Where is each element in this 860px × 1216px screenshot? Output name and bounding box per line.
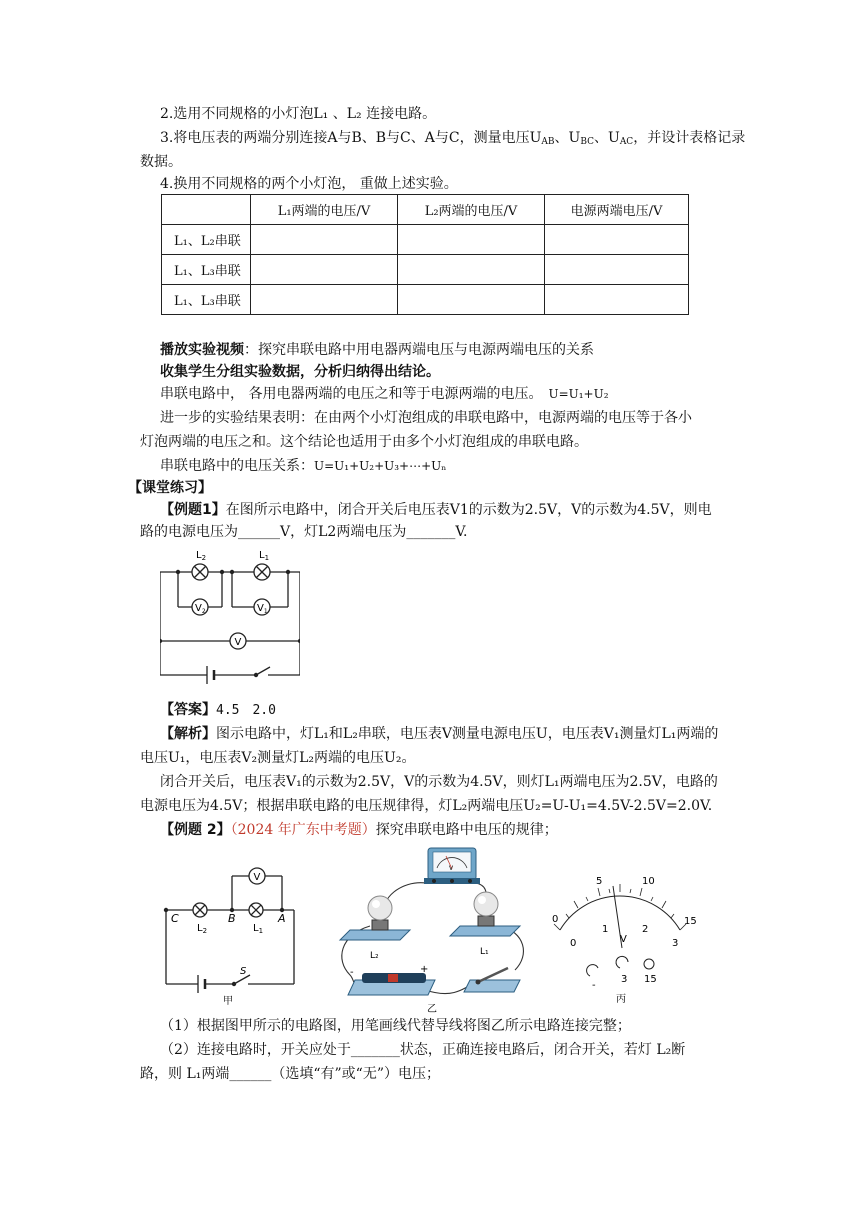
ex2-q2-line1: （2）连接电路时，开关应处于_______状态，正确连接电路后，闭合开关，若灯 L₂断 <box>160 1042 686 1058</box>
battery-box-icon <box>348 973 435 995</box>
table-cell <box>251 255 398 285</box>
label-l2: $L_2$ <box>197 923 208 935</box>
table-row <box>162 225 689 255</box>
tick-0: 0 <box>570 938 577 949</box>
label-l1: $L_1$ <box>253 923 264 935</box>
table-cell <box>545 285 689 315</box>
ex2-q2-line2: 路，则 L₁两端______（选填“有”或“无”）电压； <box>140 1066 440 1082</box>
lamp-l2-icon <box>192 564 208 580</box>
ex1-circuit-diagram <box>160 545 300 685</box>
tick-zero-top: 0 <box>552 914 559 925</box>
table-header-row <box>162 195 689 225</box>
label-l1: $L_1$ <box>259 550 270 562</box>
tick-5: 5 <box>596 876 603 887</box>
label-b: B <box>228 912 236 925</box>
table-cell <box>398 285 545 315</box>
caption-jia: 甲 <box>223 996 233 1007</box>
lamp-l2-icon <box>193 903 207 917</box>
table-cell <box>545 255 689 285</box>
table-cell <box>251 285 398 315</box>
relation-line: 串联电路中的电压关系：U=U₁+U₂+U₃+⋯+Uₙ <box>160 458 447 474</box>
bulb-l1-icon <box>450 892 520 936</box>
conclusion-line: 串联电路中， 各用电器两端的电压之和等于电源两端的电压。 U=U₁+U₂ <box>160 386 609 402</box>
table-cell <box>398 225 545 255</box>
label-l2: L₂ <box>370 951 379 961</box>
dial-scale <box>554 884 686 930</box>
table-cell <box>398 255 545 285</box>
terminal-15: 15 <box>644 974 657 985</box>
tick-3: 3 <box>672 938 679 949</box>
table-row <box>162 255 689 285</box>
step-3: 3.将电压表的两端分别连接A与B、B与C、A与C，测量电压$U_{AB}$、$U_{BC}$、$U_{AC}$，并设计表格记录 <box>160 130 746 147</box>
practice-heading: 【课堂练习】 <box>128 480 212 496</box>
step-2: 2.选用不同规格的小灯泡L₁ 、L₂ 连接电路。 <box>160 106 437 122</box>
table-header-cell: L₂两端的电压/V <box>398 195 545 225</box>
step-3-cont: 数据。 <box>140 154 182 170</box>
video-line: 播放实验视频：探究串联电路中用电器两端电压与电源两端电压的关系 <box>160 342 594 358</box>
further-line-2: 灯泡两端的电压之和。这个结论也适用于由多个小灯泡组成的串联电路。 <box>140 434 588 450</box>
step-4: 4.换用不同规格的两个小灯泡， 重做上述实验。 <box>160 176 458 192</box>
ex2-voltmeter-dial-bing <box>548 852 698 1007</box>
caption-bing: 丙 <box>616 994 626 1005</box>
table-cell <box>545 225 689 255</box>
label-l1: L₁ <box>480 947 489 957</box>
label-l2: $L_2$ <box>196 550 207 562</box>
ex1-analysis-1: 【解析】图示电路中，灯L₁和L₂串联，电压表V测量电源电压U，电压表V₁测量灯L₁两端的 <box>160 726 719 742</box>
ex1-line-1: 【例题1】在图所示电路中，闭合开关后电压表V1的示数为2.5V，V的示数为4.5V，则电 <box>160 502 712 518</box>
ex2-circuit-jia <box>160 858 300 1008</box>
further-line-1: 进一步的实验结果表明：在由两个小灯泡组成的串联电路中，电源两端的电压等于各小 <box>160 410 692 426</box>
label-v1: $V_1$ <box>257 603 268 615</box>
tick-15: 15 <box>684 916 697 927</box>
table-row <box>162 285 689 315</box>
table-row-label: L₁、L₂串联 <box>162 225 251 255</box>
label-v: V <box>253 872 261 883</box>
terminal-3: 3 <box>621 974 628 985</box>
table-cell <box>251 225 398 255</box>
voltmeter-device-label: V <box>449 865 454 872</box>
tick-10: 10 <box>642 876 655 887</box>
table-header-cell: 电源两端电压/V <box>545 195 689 225</box>
label-v: V <box>234 637 242 648</box>
ex1-analysis-2: 电压U₁，电压表V₂测量灯L₂两端的电压U₂。 <box>140 750 416 766</box>
ex1-analysis-4: 电源电压为4.5V；根据串联电路的电压规律得，灯L₂两端电压U₂=U-U₁=4.5V-2.5V=2.0V. <box>140 798 713 814</box>
knife-switch-icon <box>464 968 520 992</box>
label-minus: - <box>350 967 354 978</box>
table-row-label: L₁、L₃串联 <box>162 255 251 285</box>
table-row-label: L₁、L₃串联 <box>162 285 251 315</box>
lamp-l1-icon <box>249 903 263 917</box>
ex1-answer: 【答案】4.5 2.0 <box>160 702 276 718</box>
label-plus: + <box>420 964 429 975</box>
voltmeter-device-icon <box>424 848 480 884</box>
caption-yi: 乙 <box>427 1004 437 1015</box>
label-c: C <box>171 912 179 925</box>
ex1-analysis-3: 闭合开关后，电压表V₁的示数为2.5V，V的示数为4.5V，则灯L₁两端电压为2.5V，电路的 <box>160 774 718 790</box>
ex2-heading: 【例题 2】（2024 年广东中考题）探究串联电路中电压的规律； <box>160 822 558 838</box>
tick-2: 2 <box>642 924 649 935</box>
label-v2: $V_2$ <box>195 603 206 615</box>
label-s: S <box>240 966 247 977</box>
terminal-neg: - <box>592 980 596 991</box>
table-header-cell <box>162 195 251 225</box>
ex2-q1: （1）根据图甲所示的电路图，用笔画线代替导线将图乙所示电路连接完整； <box>160 1018 631 1034</box>
ex1-line-2: 路的电源电压为______V，灯L2两端电压为_______V. <box>140 524 468 540</box>
tick-1: 1 <box>602 924 609 935</box>
ex2-physical-circuit-yi <box>330 840 540 1015</box>
table-header-cell: L₁两端的电压/V <box>251 195 398 225</box>
data-table <box>161 194 689 315</box>
unit-v: V <box>620 934 627 945</box>
lamp-l1-icon <box>254 564 270 580</box>
label-a: A <box>278 912 286 925</box>
bulb-l2-icon <box>340 896 410 940</box>
collect-line: 收集学生分组实验数据，分析归纳得出结论。 <box>160 364 440 380</box>
